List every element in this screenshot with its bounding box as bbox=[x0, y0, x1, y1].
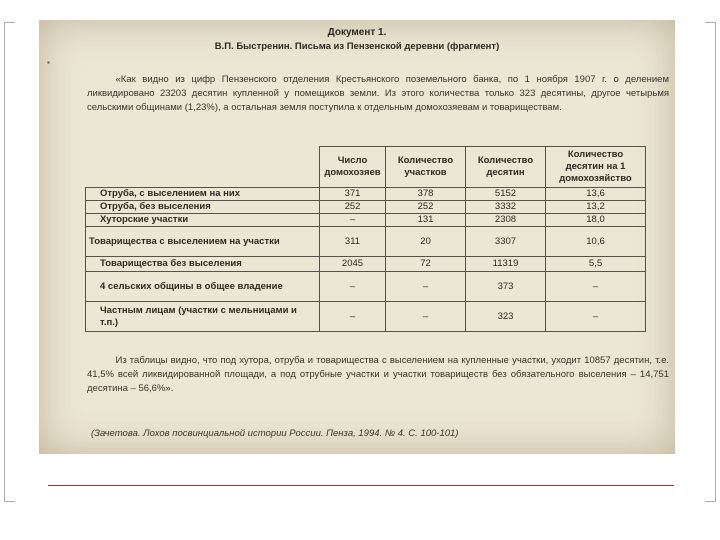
footer-divider bbox=[48, 485, 674, 486]
cell-desyatins: 5152 bbox=[466, 188, 546, 201]
table-row bbox=[86, 227, 646, 257]
cell-per-household: 5,5 bbox=[546, 257, 646, 272]
table-header-cell: Количество десятин на 1 домохозяйство bbox=[546, 147, 646, 188]
cell-per-household: – bbox=[546, 272, 646, 302]
bullet-dot-icon: ▪ bbox=[47, 58, 50, 67]
cell-desyatins: 3332 bbox=[466, 201, 546, 214]
cell-plots: 20 bbox=[386, 227, 466, 257]
row-label: 4 сельских общины в общее владение bbox=[86, 272, 320, 302]
table-header-cell: Количество десятин bbox=[466, 147, 546, 188]
cell-households: – bbox=[320, 302, 386, 332]
slide-frame-left bbox=[4, 22, 15, 502]
cell-households: – bbox=[320, 272, 386, 302]
cell-desyatins: 3307 bbox=[466, 227, 546, 257]
cell-per-household: 10,6 bbox=[546, 227, 646, 257]
row-label: Отруба, с выселением на них bbox=[86, 188, 320, 201]
intro-paragraph: «Как видно из цифр Пензенского отделения Крестьянского поземельного банка, по 1 ноября 1907 г. о делением ликвидировано 23203 десятин купленной у помещиков земли. Из этого количества только 323 десятины, другое четырьмя сельскими общинами (1,23%), а остальная земля поступила к отдельным домохозяевам и товариществам. bbox=[87, 74, 669, 113]
row-label: Хуторские участки bbox=[86, 214, 320, 227]
row-label: Товарищества с выселением на участки bbox=[86, 227, 320, 257]
cell-households: – bbox=[320, 214, 386, 227]
cell-per-household: 13,6 bbox=[546, 188, 646, 201]
cell-plots: 252 bbox=[386, 201, 466, 214]
document-subtitle: В.П. Быстренин. Письма из Пензенской деревни (фрагмент) bbox=[214, 41, 500, 52]
cell-desyatins: 373 bbox=[466, 272, 546, 302]
table-row bbox=[86, 214, 646, 227]
table-row bbox=[86, 257, 646, 272]
cell-plots: 378 bbox=[386, 188, 466, 201]
slide-frame-right bbox=[705, 22, 716, 502]
table-row bbox=[86, 201, 646, 214]
cell-per-household: – bbox=[546, 302, 646, 332]
cell-plots: 131 bbox=[386, 214, 466, 227]
table-row bbox=[86, 188, 646, 201]
cell-plots: 72 bbox=[386, 257, 466, 272]
land-table bbox=[85, 146, 646, 332]
cell-desyatins: 2308 bbox=[466, 214, 546, 227]
cell-households: 311 bbox=[320, 227, 386, 257]
cell-households: 252 bbox=[320, 201, 386, 214]
table-header-cell bbox=[86, 147, 320, 188]
row-label: Отруба, без выселения bbox=[86, 201, 320, 214]
scanned-document bbox=[39, 20, 675, 454]
conclusion-paragraph: Из таблицы видно, что под хутора, отруба и товарищества с выселением на купленные участки, уходит 10857 десятин, т.е. 41,5% всей ликвидированной площади, а под отрубные участки и участки товариществ без обязательного выселения – 14,751 десятина – 56,6%». bbox=[87, 355, 669, 394]
table-header-row bbox=[86, 147, 646, 188]
cell-desyatins: 323 bbox=[466, 302, 546, 332]
row-label: Частным лицам (участки с мельницами и т.п.) bbox=[86, 302, 320, 332]
table-header-cell: Количество участков bbox=[386, 147, 466, 188]
cell-per-household: 18,0 bbox=[546, 214, 646, 227]
table-row bbox=[86, 302, 646, 332]
cell-per-household: 13,2 bbox=[546, 201, 646, 214]
table-row bbox=[86, 272, 646, 302]
document-title: Документ 1. bbox=[327, 27, 387, 38]
cell-desyatins: 11319 bbox=[466, 257, 546, 272]
cell-plots: – bbox=[386, 302, 466, 332]
cell-plots: – bbox=[386, 272, 466, 302]
row-label: Товарищества без выселения bbox=[86, 257, 320, 272]
cell-households: 2045 bbox=[320, 257, 386, 272]
source-citation: (Зачетова. Лохов посвинциальной истории России. Пенза, 1994. № 4. С. 100-101) bbox=[91, 428, 459, 439]
table-header-cell: Число домохозяев bbox=[320, 147, 386, 188]
cell-households: 371 bbox=[320, 188, 386, 201]
